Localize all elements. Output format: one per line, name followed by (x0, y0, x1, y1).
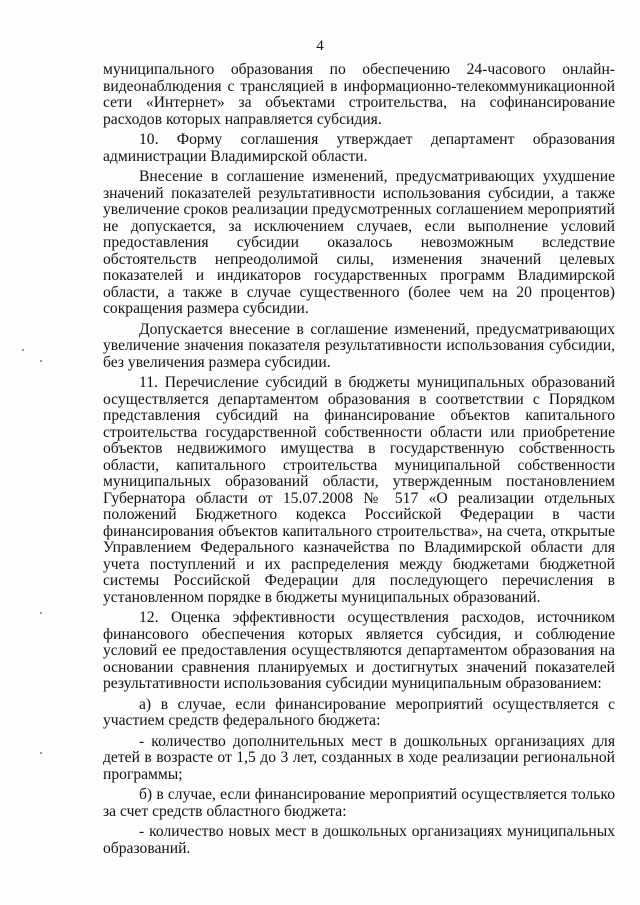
scan-speck (40, 360, 42, 362)
indicator-regional: - количество новых мест в дошкольных организациях муниципальных образований. (103, 823, 615, 857)
paragraph-continuation: муниципального образования по обеспечению 24-часового онлайн-видеонаблюдения с трансляцией в информационно-телекоммуникационной сети «Интернет» за объектами строительства, на софинансирование расходов которых направляется субсидия. (103, 61, 615, 128)
page-number: 4 (316, 38, 324, 54)
document-body (103, 62, 615, 861)
paragraph-allowed-changes: Допускается внесение в соглашение изменений, предусматривающих увеличение значения показателя результативности использования субсидии, без увеличения размера субсидии. (103, 320, 615, 371)
scan-speck (40, 612, 42, 614)
paragraph-12: 12. Оценка эффективности осуществления расходов, источником финансового обеспечения которых является субсидия, и соблюдение условий ее предоставления осуществляются департаментом образования на основании сравнения планируемых и достигнутых значений показателей результативности использования субсидии муниципальным образованием: (103, 609, 615, 692)
paragraph-11: 11. Перечисление субсидий в бюджеты муниципальных образований осуществляется департаментом образования в соответствии с Порядком представления субсидий на финансирование объектов капитального строительства государственной собственности области или приобретение объектов недвижимого имущества в государственную собственность области, капитального строительства муниципальной собственности муниципальных образований области, утвержденным постановлением Губернатора области от 15.07.2008 № 517 «О реализации отдельных положений Бюджетного кодекса Российской Федерации в части финансирования объектов капитального строительства», на счета, открытые Управлением Федерального казначейства по Владимирской области для учета поступлений и их распределения между бюджетами бюджетной системы Российской Федерации для последующего перечисления в установленном порядке в бюджеты муниципальных образований. (103, 374, 615, 606)
paragraph-agreement-changes: Внесение в соглашение изменений, предусматривающих ухудшение значений показателей результативности использования субсидии, а также увеличение сроков реализации предусмотренных соглашением мероприятий не допускается, за исключением случаев, если выполнение условий предоставления субсидии оказалось невозможным вследствие обстоятельств непреодолимой силы, изменения значений целевых показателей и индикаторов государственных программ Владимирской области, а также в случае существенного (более чем на 20 процентов) сокращения размера субсидии. (103, 168, 615, 317)
indicator-federal: - количество дополнительных мест в дошкольных организациях для детей в возрасте от 1,5 до 3 лет, созданных в ходе реализации региональной программы; (103, 732, 615, 783)
scan-speck (22, 349, 24, 351)
scan-speck (40, 752, 42, 754)
list-item-b: б) в случае, если финансирование мероприятий осуществляется только за счет средств областного бюджета: (103, 786, 615, 820)
list-item-a: а) в случае, если финансирование мероприятий осуществляется с участием средств федерального бюджета: (103, 695, 615, 729)
paragraph-10: 10. Форму соглашения утверждает департамент образования администрации Владимирской области. (103, 131, 615, 165)
